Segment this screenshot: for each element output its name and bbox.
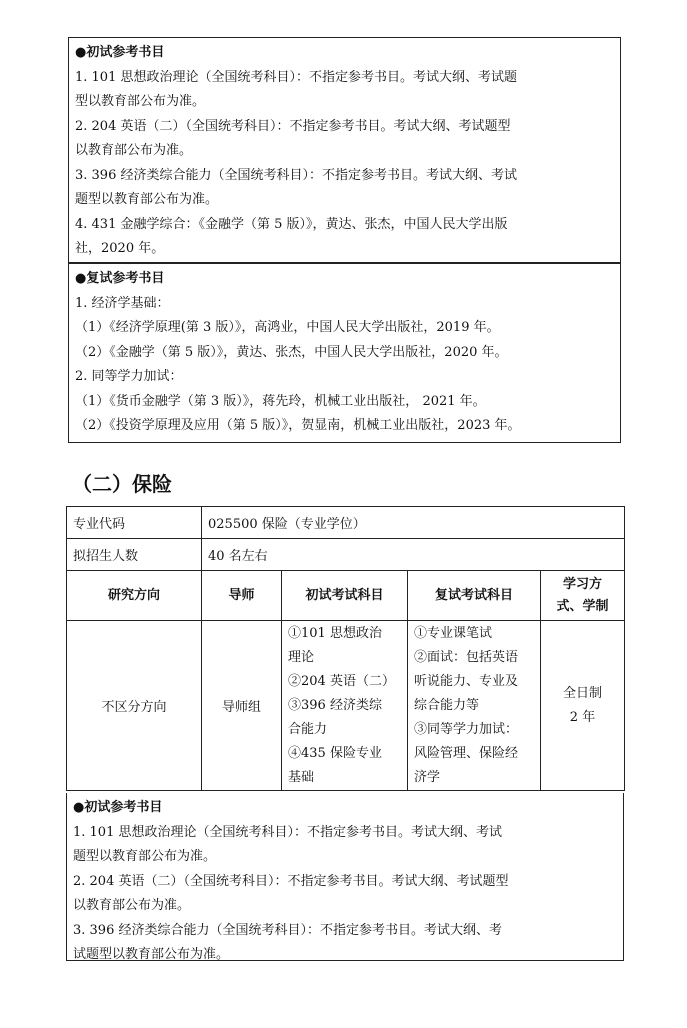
retest-references-heading: ●复试参考书目 [75,271,165,286]
reference-line: 1. 101 思想政治理论（全国统考科目）：不指定参考书目。考试大纲、考试 [73,824,502,840]
table-header-row [67,571,625,621]
reference-line: 2. 同等学力加试： [75,369,183,384]
program-code-label: 专业代码 [67,507,202,539]
reference-line: 2. 204 英语（二）（全国统考科目）：不指定参考书目。考试大纲、考试题型 [75,118,511,134]
subject-line: 合能力 [288,721,328,737]
direction-cell: 不区分方向 [67,621,202,791]
prelim-references-box-insurance [66,793,624,961]
prelim-references-box [68,37,621,263]
supervisor-cell: 导师组 [202,621,282,791]
header-direction: 研究方向 [67,571,202,621]
subject-line: ①专业课笔试 [414,625,493,641]
enrollment-value: 40 名左右 [202,539,625,571]
enrollment-row [67,539,625,571]
subject-line: 基础 [288,769,315,785]
reference-line: （1）《货币金融学（第 3 版）》，蒋先玲，机械工业出版社， 2021 年。 [75,393,486,409]
reference-line: 1. 101 思想政治理论（全国统考科目）：不指定参考书目。考试大纲、考试题 [75,69,517,85]
subject-line: ③396 经济类综 [288,697,382,713]
prelim-references-heading: ●初试参考书目 [73,800,163,815]
program-code-row [67,507,625,539]
table-row [67,621,625,791]
reference-line: 3. 396 经济类综合能力（全国统考科目）：不指定参考书目。考试大纲、考 [73,922,502,938]
subject-line: 济学 [414,769,441,785]
retest-subjects-cell [408,621,541,791]
subject-line: ③同等学力加试： [414,721,519,737]
retest-references-box [68,263,621,443]
prelim-subjects-cell [282,621,408,791]
reference-line: 1. 经济学基础： [75,295,170,311]
reference-line: 4. 431 金融学综合：《金融学（第 5 版）》，黄达、张杰，中国人民大学出版 [75,216,508,232]
prelim-references-heading: ●初试参考书目 [75,45,165,60]
reference-line: 3. 396 经济类综合能力（全国统考科目）：不指定参考书目。考试大纲、考试 [75,167,517,183]
reference-line: 以教育部公布为准。 [75,143,193,158]
reference-line: （2）《投资学原理及应用（第 5 版）》，贺显南，机械工业出版社，2023 年。 [75,418,521,433]
header-supervisor: 导师 [202,571,282,621]
subject-line: 听说能力、专业及 [414,673,519,689]
header-prelim-subjects: 初试考试科目 [282,571,408,621]
enrollment-label: 拟招生人数 [67,539,202,571]
reference-line: 社，2020 年。 [75,241,165,256]
header-study-mode: 学习方式、学制 [541,571,625,621]
header-retest-subjects: 复试考试科目 [408,571,541,621]
subject-line: 理论 [288,649,315,665]
section-title: （二）保险 [72,472,172,496]
reference-line: 以教育部公布为准。 [73,898,191,913]
subject-line: 综合能力等 [414,697,480,713]
study-mode-line: 全日制 [563,685,603,701]
subject-line: ②204 英语（二） [288,673,395,689]
study-duration-line: 2 年 [569,709,596,725]
subject-line: ①101 思想政治 [288,625,382,641]
reference-line: 试题型以教育部公布为准。 [73,947,230,962]
subject-line: 风险管理、保险经 [414,745,519,761]
reference-line: （2）《金融学（第 5 版）》，黄达、张杰，中国人民大学出版社，2020 年。 [75,344,508,360]
reference-line: 2. 204 英语（二）（全国统考科目）：不指定参考书目。考试大纲、考试题型 [73,873,509,889]
subject-line: ④435 保险专业 [288,745,382,761]
subject-line: ②面试：包括英语 [414,649,519,665]
study-mode-cell [541,621,625,791]
reference-line: 题型以教育部公布为准。 [75,192,219,207]
reference-line: 题型以教育部公布为准。 [73,849,217,864]
program-table [66,506,625,791]
reference-line: 型以教育部公布为准。 [75,94,206,109]
reference-line: （1）《经济学原理(第 3 版）》，高鸿业，中国人民大学出版社，2019 年。 [75,320,500,335]
program-code-value: 025500 保险（专业学位） [202,507,625,539]
